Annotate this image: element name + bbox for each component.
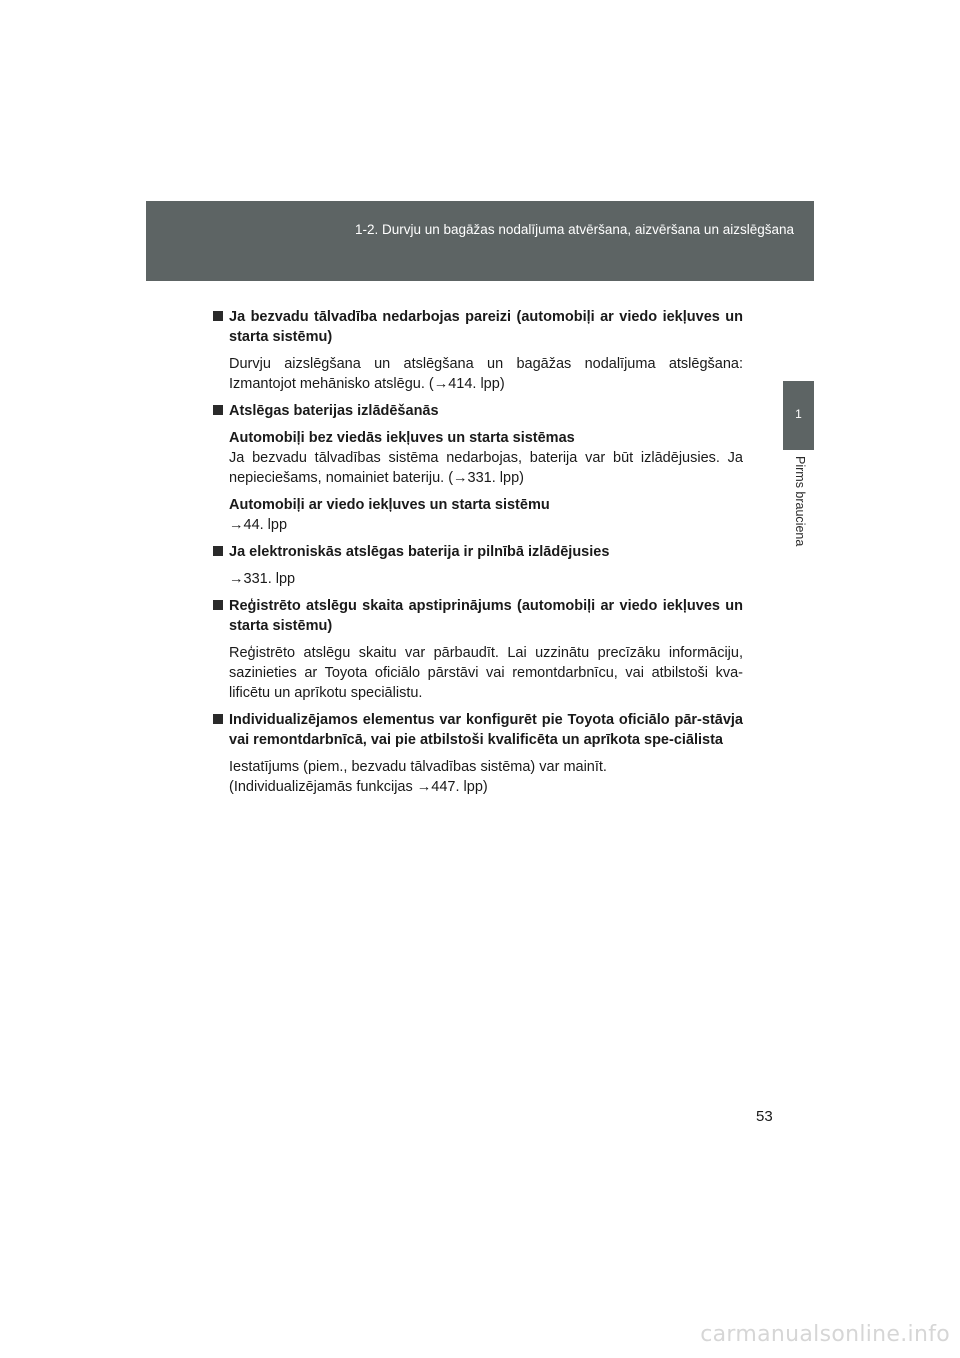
paragraph: →331. lpp <box>229 571 296 587</box>
section-customizable-features <box>213 710 743 797</box>
chapter-number: 1 <box>795 407 802 421</box>
square-bullet-icon <box>213 546 223 556</box>
chapter-tab <box>783 381 814 450</box>
square-bullet-icon <box>213 311 223 321</box>
paragraph: Durvju aizslēgšana un atslēgšana un bagāžas nodalījuma atslēgšana: Izmantojot mehānisko atslēgu. (→414. lpp) <box>229 356 743 392</box>
subheading: Automobiļi ar viedo iekļuves un starta sistēmu <box>229 497 550 513</box>
section-remote-malfunction <box>213 307 743 394</box>
section-title: Ja elektroniskās atslēgas baterija ir pilnībā izlādējusies <box>229 544 610 560</box>
paragraph: →44. lpp <box>229 517 288 533</box>
subheading: Automobiļi bez viedās iekļuves un starta sistēmas <box>229 430 575 446</box>
square-bullet-icon <box>213 405 223 415</box>
chapter-label: Pirms brauciena <box>793 456 807 547</box>
square-bullet-icon <box>213 714 223 724</box>
section-title: Reģistrēto atslēgu skaita apstiprinājums (automobiļi ar viedo iekļuves un starta sistēmu) <box>229 598 743 634</box>
page-number: 53 <box>756 1108 773 1125</box>
section-title: Ja bezvadu tālvadība nedarbojas pareizi (automobiļi ar viedo iekļuves un starta sistēmu) <box>229 309 743 345</box>
paragraph: Reģistrēto atslēgu skaitu var pārbaudīt. Lai uzzinātu precīzāku informāciju, sazinieties ar Toyota oficiālo pārstāvi vai remontdarbnīcu, vai atbilstoši kva-lificētu un aprīkotu speciālistu. <box>229 645 743 701</box>
paragraph: Iestatījums (piem., bezvadu tālvadības sistēma) var mainīt. <box>229 759 607 775</box>
paragraph: (Individualizējamās funkcijas →447. lpp) <box>229 779 488 795</box>
section-registered-keys <box>213 596 743 703</box>
section-title: Atslēgas baterijas izlādēšanās <box>229 403 439 419</box>
section-battery-depletion <box>213 401 743 535</box>
section-electronic-key-depleted <box>213 542 743 589</box>
watermark: carmanualsonline.info <box>700 1322 950 1347</box>
square-bullet-icon <box>213 600 223 610</box>
header-title: 1-2. Durvju un bagāžas nodalījuma atvēršana, aizvēršana un aizslēgšana <box>354 222 794 237</box>
page-content <box>213 307 743 804</box>
chapter-header <box>146 201 814 281</box>
section-title: Individualizējamos elementus var konfigurēt pie Toyota oficiālo pār-stāvja vai remontdarbnīcā, vai pie atbilstoši kvalificēta un aprīkota spe-ciālista <box>229 712 743 748</box>
paragraph: Ja bezvadu tālvadības sistēma nedarbojas, baterija var būt izlādējusies. Ja nepieciešams, nomainiet bateriju. (→331. lpp) <box>229 450 743 486</box>
